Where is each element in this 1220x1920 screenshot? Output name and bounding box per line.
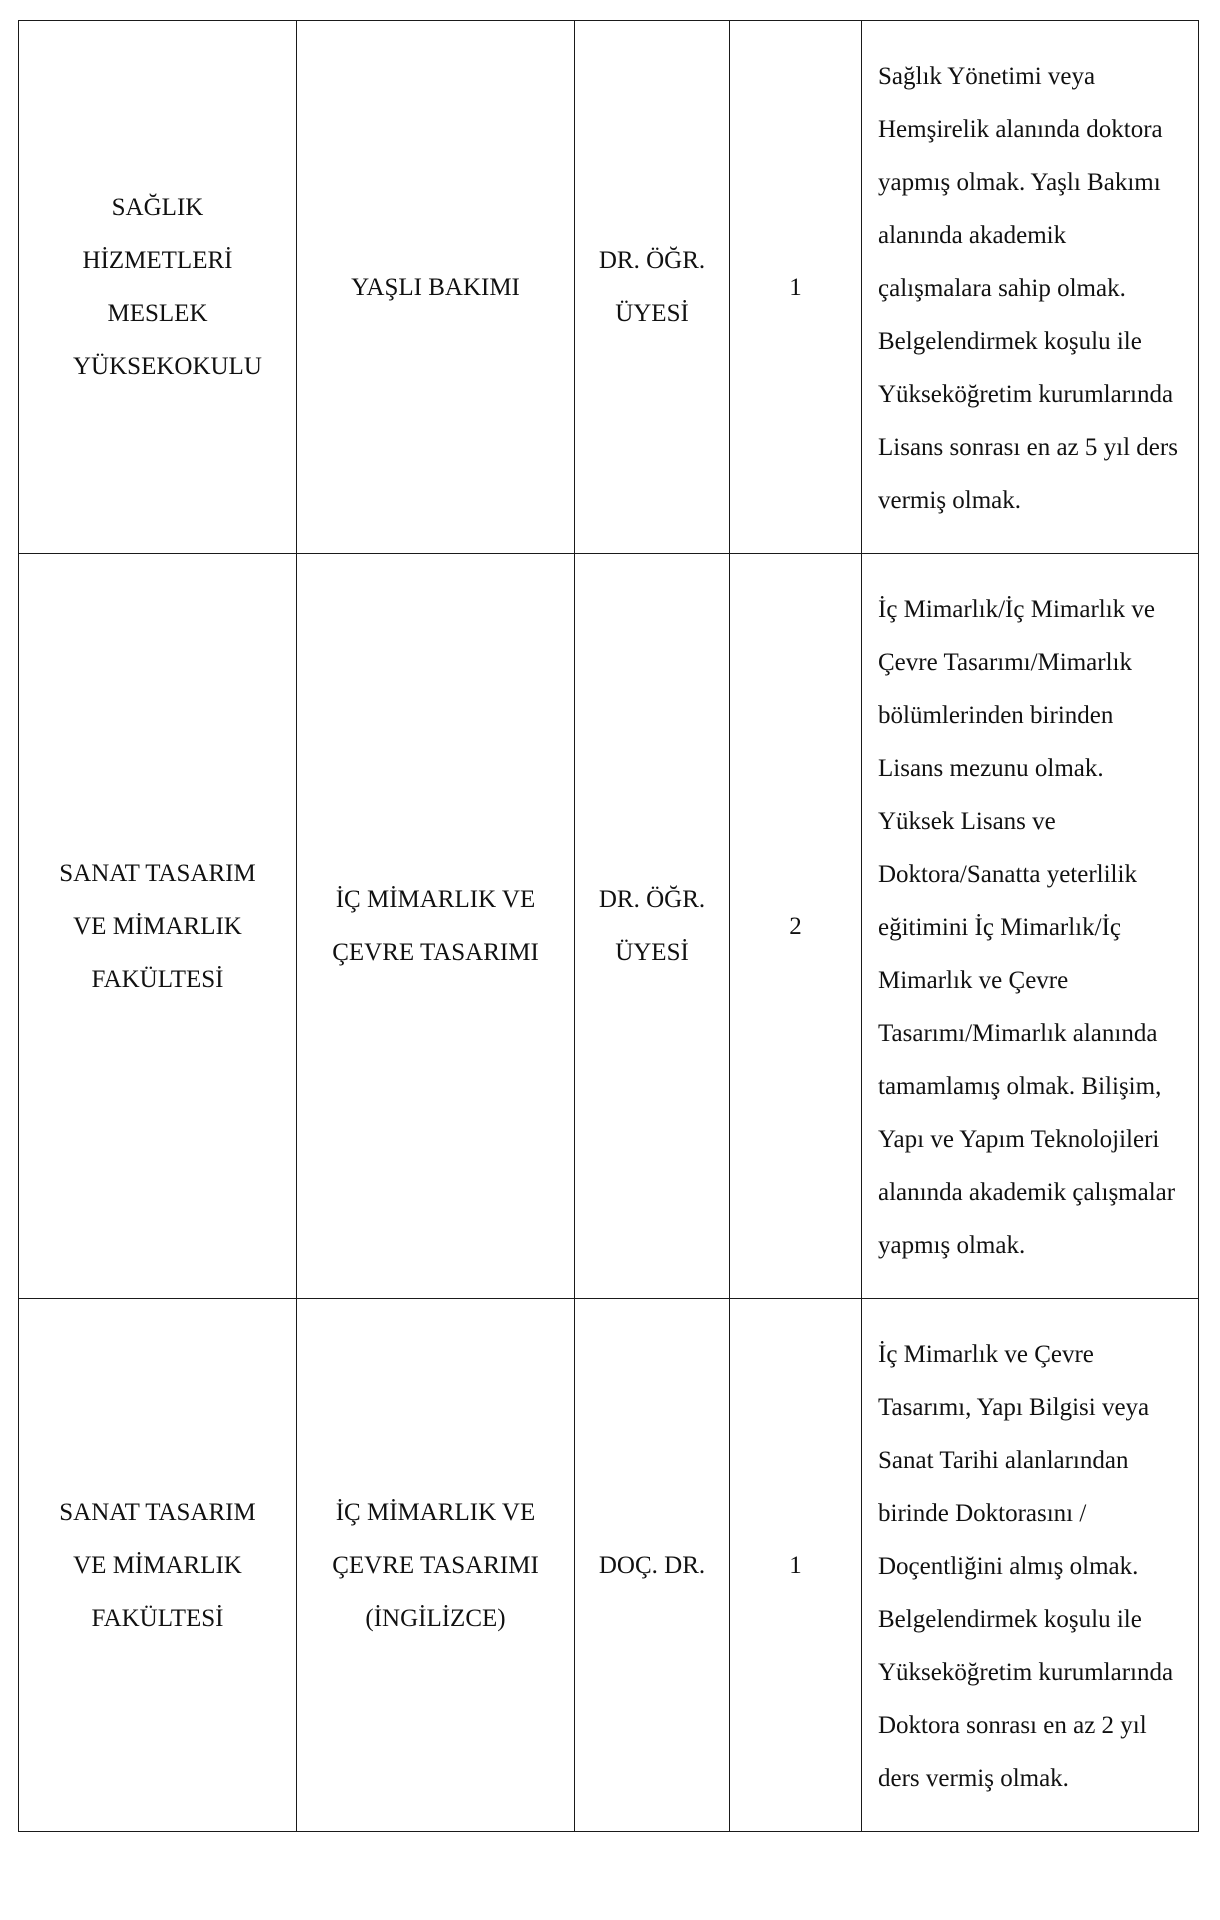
count-cell [730, 1299, 862, 1832]
count-cell [730, 554, 862, 1299]
unit-text: SANAT TASARIM VE MİMARLIK FAKÜLTESİ [59, 859, 256, 993]
count-text: 1 [789, 1551, 802, 1579]
unit-cell [19, 554, 297, 1299]
program-text: İÇ MİMARLIK VE ÇEVRE TASARIMI [332, 886, 539, 966]
count-text: 2 [789, 912, 802, 940]
unit-text: SANAT TASARIM VE MİMARLIK FAKÜLTESİ [59, 1498, 256, 1632]
title-cell [575, 554, 730, 1299]
title-cell [575, 21, 730, 554]
title-text: DR. ÖĞR. ÜYESİ [598, 886, 706, 966]
program-cell [297, 1299, 575, 1832]
table-row [19, 1299, 1199, 1832]
title-text: DR. ÖĞR. ÜYESİ [598, 247, 706, 327]
requirements-cell [862, 554, 1199, 1299]
unit-text: SAĞLIK HİZMETLERİ MESLEK YÜKSEKOKULU [73, 194, 262, 380]
title-cell [575, 1299, 730, 1832]
requirements-text: İç Mimarlık ve Çevre Tasarımı, Yapı Bilgisi veya Sanat Tarihi alanlarından birinde Doktorasını / Doçentliğini almış olmak. Belgelendirmek koşulu ile Yükseköğretim kurumlarında Doktora sonrası en az 2 yıl ders vermiş olmak. [878, 1340, 1174, 1792]
program-text: İÇ MİMARLIK VE ÇEVRE TASARIMI (İNGİLİZCE) [332, 1498, 539, 1632]
requirements-cell [862, 1299, 1199, 1832]
requirements-text: Sağlık Yönetimi veya Hemşirelik alanında doktora yapmış olmak. Yaşlı Bakımı alanında akademik çalışmalara sahip olmak. Belgelendirmek koşulu ile Yükseköğretim kurumlarında Lisans sonrası en az 5 yıl ders vermiş olmak. [878, 62, 1178, 514]
title-text: DOÇ. DR. [598, 1551, 706, 1579]
program-cell [297, 554, 575, 1299]
count-text: 1 [789, 273, 802, 301]
unit-cell [19, 1299, 297, 1832]
requirements-cell [862, 21, 1199, 554]
unit-cell [19, 21, 297, 554]
requirements-text: İç Mimarlık/İç Mimarlık ve Çevre Tasarımı/Mimarlık bölümlerinden birinden Lisans mezunu olmak. Yüksek Lisans ve Doktora/Sanatta yeterlilik eğitimini İç Mimarlık/İç Mimarlık ve Çevre Tasarımı/Mimarlık alanında tamamlamış olmak. Bilişim, Yapı ve Yapım Teknolojileri alanında akademik çalışmalar yapmış olmak. [878, 595, 1176, 1259]
program-text: YAŞLI BAKIMI [351, 273, 520, 301]
table-row [19, 21, 1199, 554]
positions-table [18, 20, 1199, 1832]
count-cell [730, 21, 862, 554]
program-cell [297, 21, 575, 554]
table-row [19, 554, 1199, 1299]
